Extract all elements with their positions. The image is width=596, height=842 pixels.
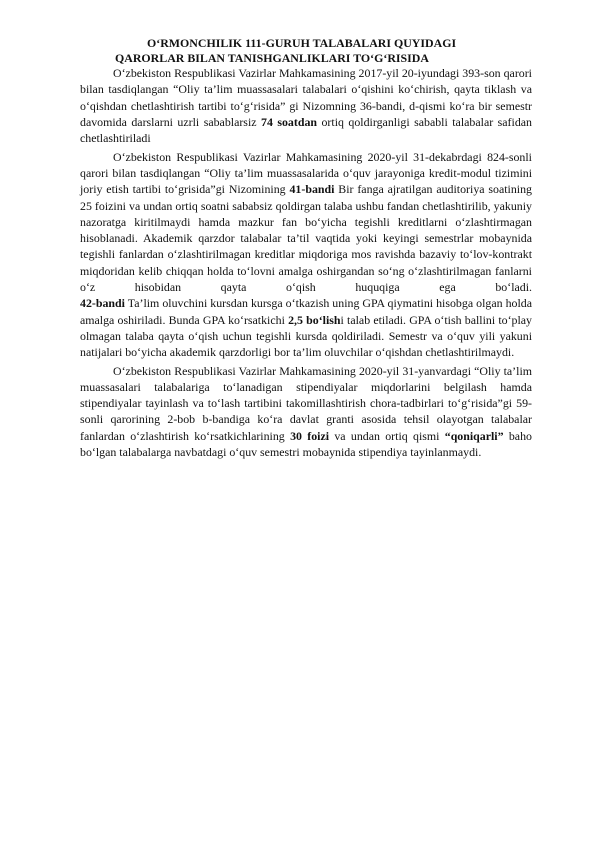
document-title [80,36,532,65]
paragraph-1-text-b: ortiq qoldirganligi sababli talabalar safidan chetlashtiriladi [80,115,532,146]
paragraph-2-bold: 41-bandi [289,182,335,197]
paragraph-4 [80,363,532,461]
paragraph-4-text-a: O‘zbekiston Respublikasi Vazirlar Mahkamasining 2020-yil 31-yanvardagi “Oliy ta’lim muassasalari talabalariga to‘lanadigan stipendiyalar miqdorlarini belgilash hamda stipendiyalar tayinlash va to‘lash tartibini takomillashtirish chora-tadbirlari to‘g‘risida”gi 59-sonli qarorining 2-bob b-bandiga ko‘ra davlat granti asosida tehsil olayotgan talabalar fanlardan o‘zlashtirish ko‘rsatkichlarining [80,363,532,443]
paragraph-1-text-a: O‘zbekiston Respublikasi Vazirlar Mahkamasining 2017-yil 20-iyundagi 393-son qarori bilan tasdiqlangan “Oliy ta’lim muassasalari talabalari o‘qishini ko‘chirish, qayta tiklash va o‘qishdan chetlashtirish tartibi to‘g‘risida” gi Nizomning 36-bandi, d-qismi ko‘ra bir semestr davomida darslarni uzrli sabablarsiz [80,66,532,130]
paragraph-2 [80,149,532,296]
paragraph-4-text-c: baho bo‘lgan talabalarga navbatdagi o‘quv semestri mobaynida stipendiya tayinlanmaydi. [80,428,532,460]
document-page [80,36,532,460]
paragraph-3-bold-b: 2,5 bo‘lish [288,312,341,327]
title-line-1: O‘RMONCHILIK 111-GURUH TALABALARI QUYIDAGI [147,36,457,50]
paragraph-2-text-a: O‘zbekiston Respublikasi Vazirlar Mahkamasining 2020-yil 31-dekabrdagi 824-sonli qarori bilan tasdiqlangan “Oliy ta’lim muassasalarida o‘quv jarayoniga kredit-modul tizimini joriy etish tartibi to‘grisida”gi Nizomining [80,149,532,197]
paragraph-4-bold-a: 30 foizi [290,428,330,443]
paragraph-3-text-b: i talab etiladi. GPA o‘tish ballini to‘play olmagan talaba qayta o‘qish uchun tegishli kursda qoldiriladi. Semestr va o‘quv yili yakuni natijalari bo‘yicha akademik qarzdorligi bor ta’lim oluvchilar o‘qishdan chetlashtirilmaydi. [80,312,533,360]
paragraph-3-bold-a: 42-bandi [80,296,125,311]
title-line-2: QARORLAR BILAN TANISHGANLIKLARI TO‘G‘RISIDA [115,50,429,65]
paragraph-4-text-b: va undan ortiq qismi [329,428,445,443]
paragraph-3 [80,295,532,360]
paragraph-4-bold-b: “qoniqarli” [444,428,504,443]
paragraph-3-text-a: Ta’lim oluvchini kursdan kursga o‘tkazish uning GPA qiymatini hisobga olgan holda amalga oshiriladi. Bunda GPA ko‘rsatkichi [80,296,532,327]
paragraph-1 [80,65,532,146]
paragraph-1-bold: 74 soatdan [261,115,318,130]
paragraph-2-text-b: Bir fanga ajratilgan auditoriya soatining 25 foizini va undan ortiq soatni sababsiz qoldirgan talaba ushbu fandan chetlashtirilib, yakuniy nazoratga kiritilmaydi hamda mazkur fan bo‘yicha tegishli kreditlarni o‘zlashtirmagan hisoblanadi. Akademik qarzdor talabalar ta’til vaqtida yoki keyingi semestrlar mobaynida tegishli fanlardan o‘zlashtirilmagan kreditlar miqdoriga mos ravishda bazaviy to‘lov-kontrakt miqdoridan kelib chiqqan holda to‘lovni amalga oshirgandan so‘ng o‘zlashtirilmagan fanlarni o‘z hisobidan qayta o‘qish huquqiga ega bo‘ladi. [80,182,532,295]
